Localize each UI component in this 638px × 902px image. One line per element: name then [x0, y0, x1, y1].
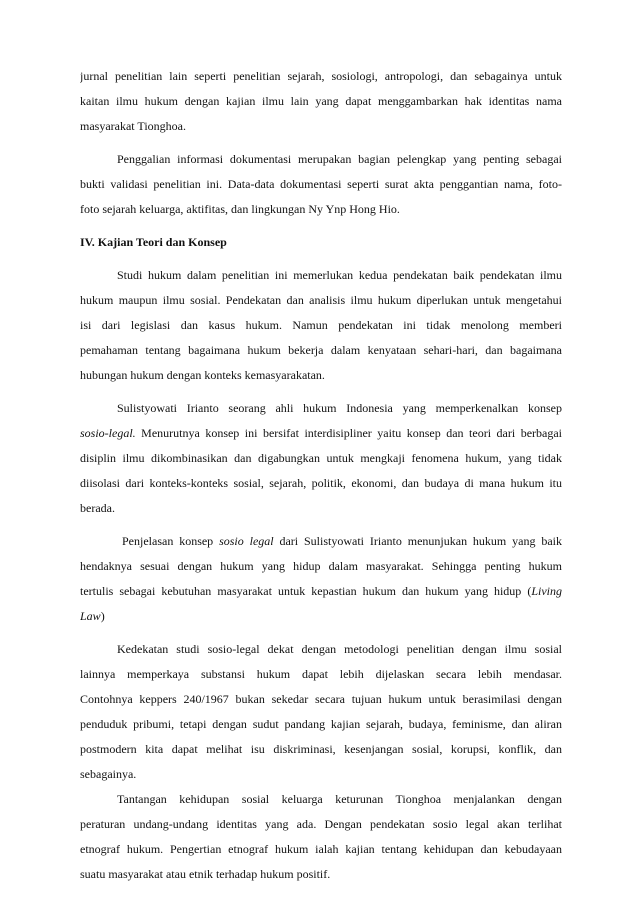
text-line: postmodern kita dapat melihat isu diskriminasi, kesenjangan sosial, korupsi, konflik, dan	[80, 742, 562, 756]
italic-term: Living	[531, 584, 562, 598]
text-line: hubungan hukum dengan konteks kemasyarakatan.	[80, 368, 325, 382]
text-line: etnograf hukum. Pengertian etnograf hukum ialah kajian tentang kehidupan dan kebudayaan	[80, 842, 562, 856]
text-fragment: dari Sulistyowati Irianto menunjukan hukum yang baik	[273, 534, 562, 548]
paragraph-intro-continuation	[80, 64, 562, 139]
paragraph-sosio-legal-explanation	[80, 529, 562, 629]
text-line: isi dari legislasi dan kasus hukum. Namun pendekatan ini tidak menolong memberi	[80, 318, 562, 332]
text-line: Sulistyowati Irianto seorang ahli hukum Indonesia yang memperkenalkan konsep	[117, 401, 562, 415]
text-line: kaitan ilmu hukum dengan kajian ilmu lain yang dapat menggambarkan hak identitas nama	[80, 94, 562, 108]
text-line: Kedekatan studi sosio-legal dekat dengan metodologi penelitian dengan ilmu sosial	[117, 642, 562, 656]
text-line: disiplin ilmu dikombinasikan dan digabungkan untuk mengkaji fenomena hukum, yang tidak	[80, 451, 562, 465]
text-line: masyarakat Tionghoa.	[80, 119, 186, 133]
text-line: jurnal penelitian lain seperti penelitian sejarah, sosiologi, antropologi, dan sebagainya untuk	[80, 69, 562, 83]
text-line: diisolasi dari konteks-konteks sosial, sejarah, politik, ekonomi, dan budaya di mana hukum itu	[80, 476, 562, 490]
paragraph-sosio-legal-method	[80, 637, 562, 787]
text-line: pemahaman tentang bagaimana hukum bekerja dalam kenyataan sehari-hari, dan bagaimana	[80, 343, 562, 357]
text-fragment: Menurutnya konsep ini bersifat interdisipliner yaitu konsep dan teori dari berbagai	[135, 426, 562, 440]
text-line: peraturan undang-undang identitas yang ada. Dengan pendekatan sosio legal akan terlihat	[80, 817, 562, 831]
italic-term: sosio-legal.	[80, 426, 136, 440]
paragraph-sulistyowati	[80, 396, 562, 521]
paragraph-documentation	[80, 147, 562, 222]
text-line: Tantangan kehidupan sosial keluarga keturunan Tionghoa menjalankan dengan	[117, 792, 562, 806]
text-line: hendaknya sesuai dengan hukum yang hidup dalam masyarakat. Sehingga penting hukum	[80, 559, 562, 573]
text-line	[80, 421, 562, 446]
section-heading: IV. Kajian Teori dan Konsep	[80, 235, 227, 249]
paragraph-legal-approach	[80, 263, 562, 388]
italic-term: Law	[80, 609, 101, 623]
italic-term: sosio legal	[219, 534, 274, 548]
text-line: foto sejarah keluarga, aktifitas, dan lingkungan Ny Ynp Hong Hio.	[80, 202, 400, 216]
text-line: Studi hukum dalam penelitian ini memerlukan kedua pendekatan baik pendekatan ilmu	[117, 268, 562, 282]
text-fragment: Penjelasan konsep	[122, 534, 220, 548]
text-fragment: )	[100, 609, 105, 623]
text-line	[80, 604, 562, 629]
text-line: penduduk pribumi, tetapi dengan sudut pandang kajian sejarah, budaya, feminisme, dan aliran	[80, 717, 562, 731]
text-line: suatu masyarakat atau etnik terhadap hukum positif.	[80, 867, 331, 881]
text-line: hukum maupun ilmu sosial. Pendekatan dan analisis ilmu hukum diperlukan untuk mengetahui	[80, 293, 562, 307]
text-line: sebagainya.	[80, 767, 137, 781]
text-line: Penggalian informasi dokumentasi merupakan bagian pelengkap yang penting sebagai	[117, 152, 562, 166]
paragraph-challenges	[80, 787, 562, 887]
text-line: Contohnya keppers 240/1967 bukan sekedar secara tujuan hukum untuk berasimilasi dengan	[80, 692, 562, 706]
text-fragment: tertulis sebagai kebutuhan masyarakat untuk kepastian hukum dan hukum yang hidup (	[80, 584, 532, 598]
text-line: lainnya memperkaya substansi hukum dapat lebih dijelaskan secara lebih mendasar.	[80, 667, 562, 681]
text-line	[80, 579, 562, 604]
text-line	[80, 529, 562, 554]
text-line: bukti validasi penelitian ini. Data-data dokumentasi seperti surat akta penggantian nama, foto-	[80, 177, 562, 191]
document-page	[80, 64, 562, 887]
text-line: berada.	[80, 501, 115, 515]
